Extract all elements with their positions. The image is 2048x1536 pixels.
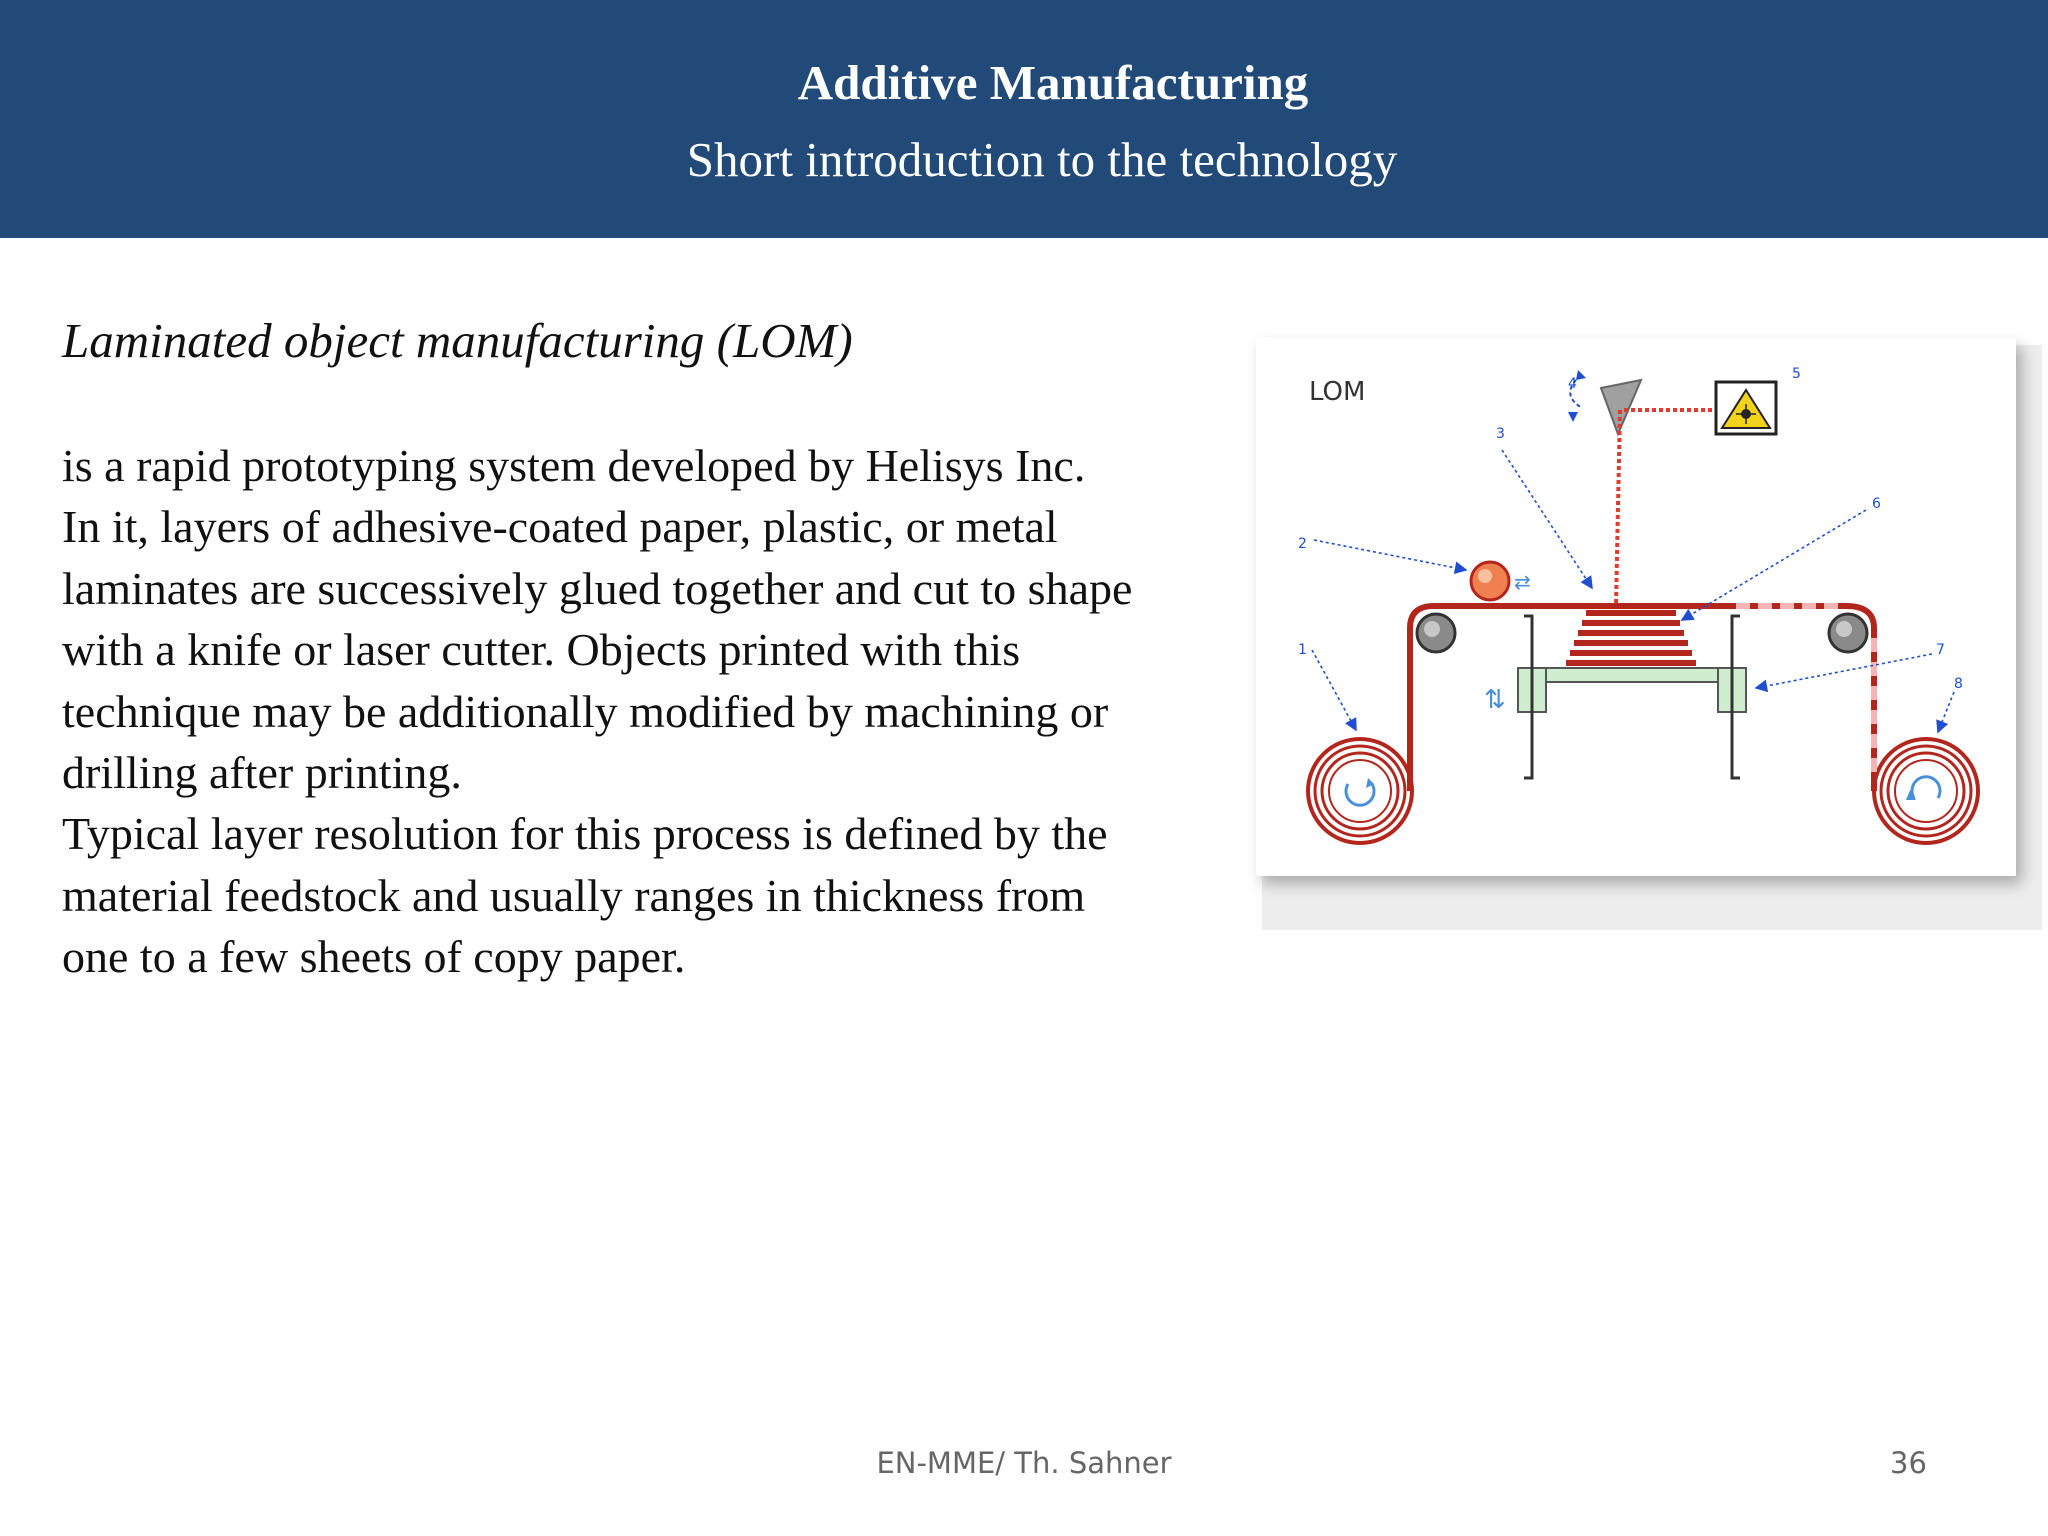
- section-heading: Laminated object manufacturing (LOM): [62, 313, 853, 368]
- body-line: with a knife or laser cutter. Objects printed with this: [62, 624, 1021, 676]
- diagram-label: LOM: [1309, 377, 1366, 407]
- callout-6: 6: [1872, 496, 1881, 512]
- heated-roller: [1471, 562, 1509, 600]
- header-bar: [0, 0, 2048, 238]
- callout-2: 2: [1298, 536, 1307, 552]
- take-up-roll: [1874, 739, 1978, 843]
- laser-source: [1716, 382, 1776, 434]
- footer-author: EN-MME/ Th. Sahner: [876, 1446, 1172, 1480]
- rotate-icon: [1912, 777, 1940, 798]
- callout-4: 4: [1568, 376, 1577, 392]
- part-stack: [1566, 610, 1696, 666]
- callout-5: 5: [1792, 366, 1801, 382]
- body-text: [62, 435, 1262, 988]
- callout-7: 7: [1936, 642, 1945, 658]
- body-line: one to a few sheets of copy paper.: [62, 931, 686, 983]
- lom-diagram: [1256, 338, 2016, 876]
- body-line: drilling after printing.: [62, 747, 462, 799]
- callout-8: 8: [1954, 676, 1963, 692]
- page-number: 36: [1890, 1446, 1927, 1480]
- body-line: technique may be additionally modified by machining or: [62, 685, 1109, 737]
- rotate-icon: [1346, 784, 1374, 805]
- body-line: Typical layer resolution for this process is defined by the: [62, 808, 1108, 860]
- laser-beam: [1616, 410, 1620, 604]
- feed-roll: [1308, 739, 1412, 843]
- svg-text:⇄: ⇄: [1514, 570, 1531, 594]
- callout-1: 1: [1298, 642, 1307, 658]
- body-line: laminates are successively glued together and cut to shape: [62, 562, 1133, 614]
- body-line: is a rapid prototyping system developed by Helisys Inc.: [62, 440, 1086, 491]
- page-title: Additive Manufacturing: [797, 55, 1309, 110]
- body-line: In it, layers of adhesive-coated paper, plastic, or metal: [62, 501, 1058, 553]
- svg-text:⇅: ⇅: [1484, 685, 1506, 715]
- callout-3: 3: [1496, 426, 1505, 442]
- body-line: material feedstock and usually ranges in thickness from: [62, 869, 1086, 921]
- page-subtitle: Short introduction to the technology: [686, 132, 1398, 187]
- lom-diagram-svg: [1256, 338, 2016, 876]
